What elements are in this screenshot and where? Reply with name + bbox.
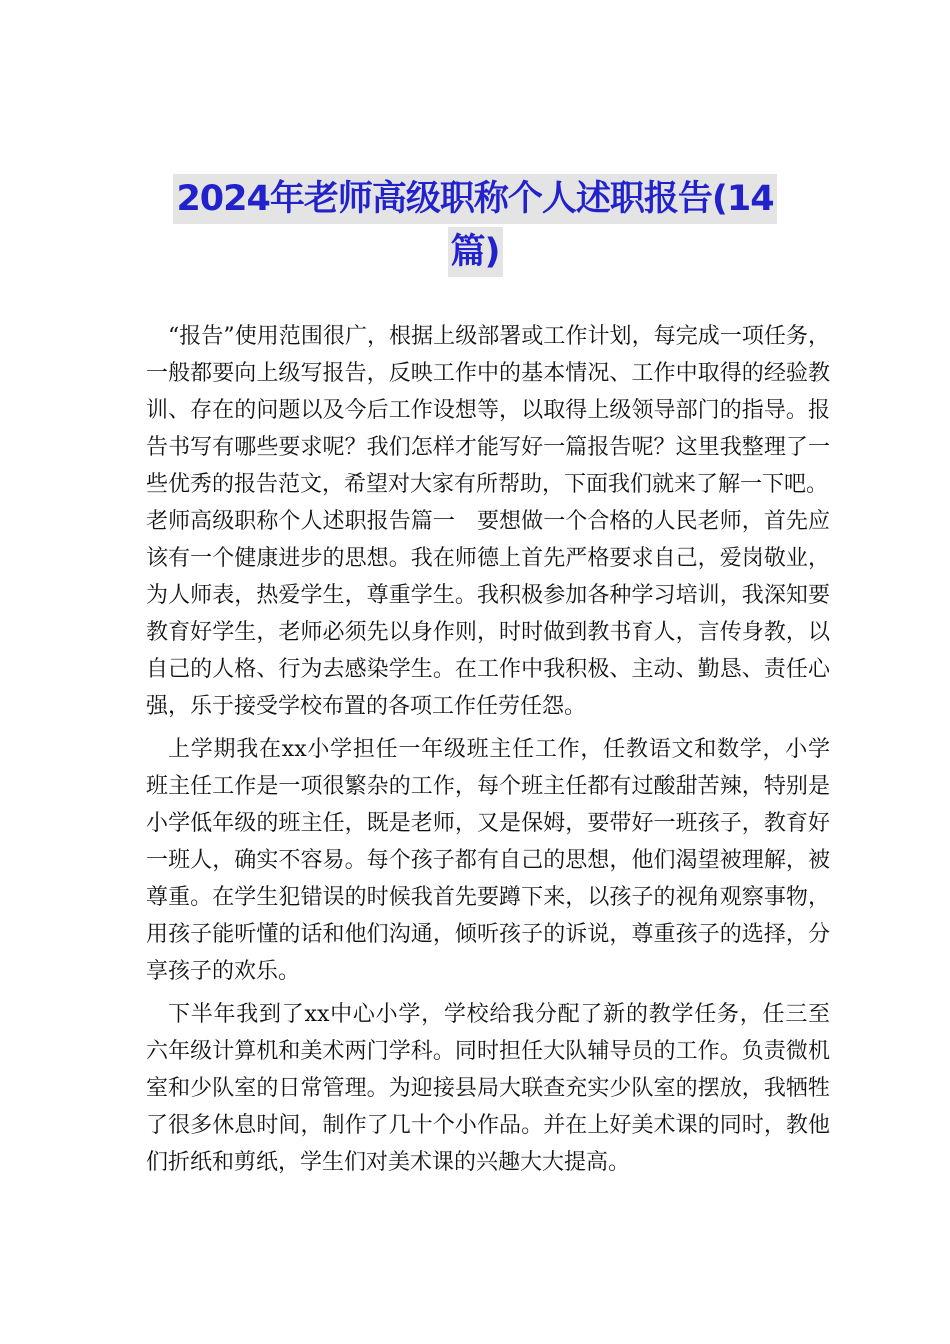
body-paragraph: 下半年我到了xx中心小学，学校给我分配了新的教学任务，任三至六年级计算机和美术两门学科。同时担任大队辅导员的工作。负责微机室和少队室的日常管理。为迎接县局大联查充实少队室的摆放，我牺牲了很多休息时间，制作了几十个小作品。并在上好美术课的同时，教他们折纸和剪纸，学生们对美术课的兴趣大大提高。 xyxy=(146,1002,830,1175)
title-line-1: 2024年老师高级职称个人述职报告(14 xyxy=(173,174,776,224)
document-body xyxy=(146,318,830,1181)
intro-paragraph: “报告”使用范围很广，根据上级部署或工作计划，每完成一项任务，一般都要向上级写报告，反映工作中的基本情况、工作中取得的经验教训、存在的问题以及今后工作设想等，以取得上级领导部门的指导。报告书写有哪些要求呢？我们怎样才能写好一篇报告呢？这里我整理了一些优秀的报告范文，希望对大家有所帮助，下面我们就来了解一下吧。 xyxy=(146,324,830,497)
body-paragraph: 老师高级职称个人述职报告篇一 要想做一个合格的人民老师，首先应该有一个健康进步的思想。我在师德上首先严格要求自己，爱岗敬业，为人师表，热爱学生，尊重学生。我积极参加各种学习培训，我深知要教育好学生，老师必须先以身作则，时时做到教书育人，言传身教，以自己的人格、行为去感染学生。在工作中我积极、主动、勤恳、责任心强，乐于接受学校布置的各项工作任劳任怨。 xyxy=(146,509,830,719)
title-line-2: 篇) xyxy=(448,227,503,277)
document-title xyxy=(150,174,800,277)
body-paragraph: 上学期我在xx小学担任一年级班主任工作，任教语文和数学，小学班主任工作是一项很繁杂的工作，每个班主任都有过酸甜苦辣，特别是小学低年级的班主任，既是老师，又是保姆，要带好一班孩子，教育好一班人，确实不容易。每个孩子都有自己的思想，他们渴望被理解，被尊重。在学生犯错误的时候我首先要蹲下来，以孩子的视角观察事物，用孩子能听懂的话和他们沟通，倾听孩子的诉说，尊重孩子的选择，分享孩子的欢乐。 xyxy=(146,737,830,984)
